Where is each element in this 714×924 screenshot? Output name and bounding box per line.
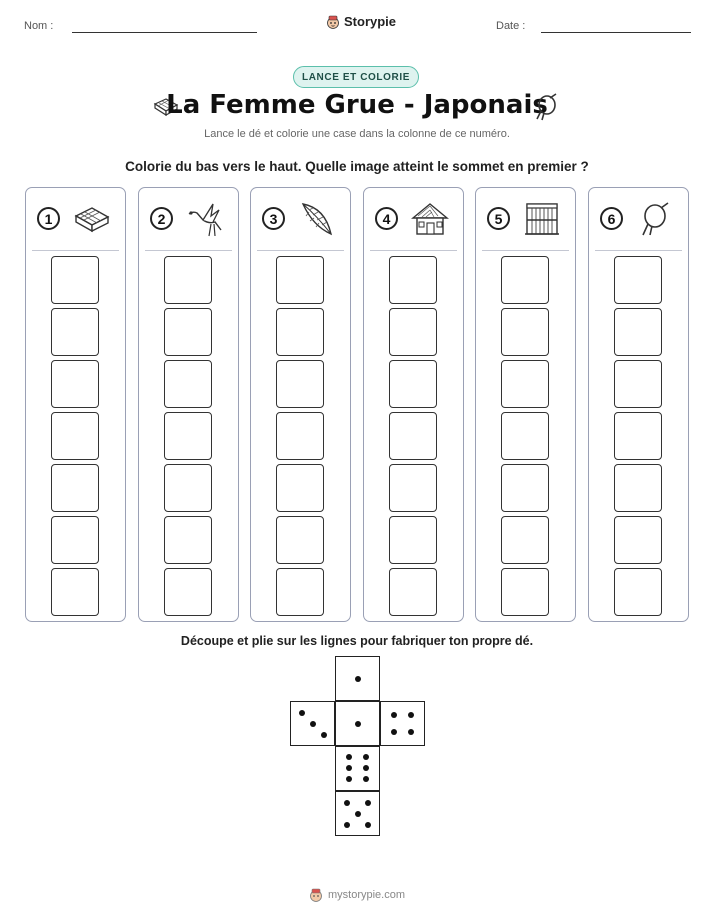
die-face-5: [335, 791, 380, 836]
cell-stack: [276, 256, 324, 620]
die-pip: [346, 754, 352, 760]
die-pip: [310, 721, 316, 727]
column-number: 3: [262, 207, 285, 230]
mascot-icon: [326, 15, 340, 29]
cut-instruction: Découpe et plie sur les lignes pour fabriquer ton propre dé.: [180, 634, 534, 648]
die-pip: [344, 822, 350, 828]
color-cell[interactable]: [276, 516, 324, 564]
color-cell[interactable]: [389, 568, 437, 616]
name-line: [72, 32, 257, 33]
thread-skein-icon: [534, 92, 560, 122]
color-cell[interactable]: [501, 360, 549, 408]
footer: [0, 888, 714, 902]
column-3: [250, 187, 351, 622]
die-face-3: [290, 701, 335, 746]
date-line: [541, 32, 691, 33]
column-number: 1: [37, 207, 60, 230]
color-cell[interactable]: [164, 360, 212, 408]
color-cell[interactable]: [51, 256, 99, 304]
subtitle: Lance le dé et colorie une case dans la colonne de ce numéro.: [204, 128, 510, 140]
column-divider: [32, 250, 119, 251]
feather-icon: [297, 200, 337, 238]
color-cell[interactable]: [389, 256, 437, 304]
column-5: [475, 187, 576, 622]
color-cell[interactable]: [164, 516, 212, 564]
die-pip: [355, 811, 361, 817]
die-pip: [365, 800, 371, 806]
color-cell[interactable]: [51, 360, 99, 408]
color-cell[interactable]: [276, 360, 324, 408]
color-cell[interactable]: [276, 412, 324, 460]
die-pip: [363, 765, 369, 771]
die-net: [290, 656, 425, 836]
cell-stack: [51, 256, 99, 620]
column-1: [25, 187, 126, 622]
color-cell[interactable]: [614, 464, 662, 512]
column-number: 5: [487, 207, 510, 230]
column-number: 2: [150, 207, 173, 230]
cell-stack: [501, 256, 549, 620]
color-cell[interactable]: [614, 516, 662, 564]
die-pip: [346, 776, 352, 782]
die-pip: [355, 721, 361, 727]
column-divider: [145, 250, 232, 251]
thread-skein-icon: [635, 200, 675, 238]
color-cell[interactable]: [389, 360, 437, 408]
mascot-icon: [309, 888, 323, 902]
date-label: Date :: [496, 20, 526, 32]
column-divider: [482, 250, 569, 251]
color-cell[interactable]: [614, 360, 662, 408]
color-cell[interactable]: [51, 308, 99, 356]
color-cell[interactable]: [389, 464, 437, 512]
footer-url[interactable]: mystorypie.com: [327, 889, 406, 901]
cell-stack: [164, 256, 212, 620]
thatched-house-icon: [410, 200, 450, 238]
column-divider: [257, 250, 344, 251]
die-face-1: [335, 656, 380, 701]
die-face-6: [335, 746, 380, 791]
die-pip: [365, 822, 371, 828]
cell-stack: [614, 256, 662, 620]
brand-logo: [326, 14, 396, 29]
brand-name: Storypie: [344, 14, 397, 29]
color-cell[interactable]: [164, 412, 212, 460]
color-cell[interactable]: [51, 464, 99, 512]
color-cell[interactable]: [51, 516, 99, 564]
instruction-text: Colorie du bas vers le haut. Quelle image atteint le sommet en premier ?: [125, 159, 589, 174]
color-cell[interactable]: [276, 256, 324, 304]
column-divider: [370, 250, 457, 251]
color-cell[interactable]: [614, 308, 662, 356]
die-pip: [363, 776, 369, 782]
die-pip: [391, 712, 397, 718]
color-cell[interactable]: [51, 568, 99, 616]
loom-icon: [522, 200, 562, 238]
page-title: La Femme Grue - Japonais: [166, 90, 548, 120]
color-cell[interactable]: [501, 412, 549, 460]
color-cell[interactable]: [164, 308, 212, 356]
column-divider: [595, 250, 682, 251]
die-pip: [391, 729, 397, 735]
column-4: [363, 187, 464, 622]
color-cell[interactable]: [164, 568, 212, 616]
crane-bird-icon: [185, 200, 225, 238]
die-pip: [299, 710, 305, 716]
column-6: [588, 187, 689, 622]
die-pip: [321, 732, 327, 738]
color-cell[interactable]: [501, 568, 549, 616]
color-cell[interactable]: [614, 256, 662, 304]
die-face-1: [335, 701, 380, 746]
die-pip: [363, 754, 369, 760]
color-cell[interactable]: [276, 464, 324, 512]
die-pip: [355, 676, 361, 682]
color-cell[interactable]: [501, 464, 549, 512]
die-pip: [346, 765, 352, 771]
color-cell[interactable]: [389, 516, 437, 564]
color-cell[interactable]: [389, 308, 437, 356]
cell-stack: [389, 256, 437, 620]
column-2: [138, 187, 239, 622]
die-pip: [408, 729, 414, 735]
color-cell[interactable]: [389, 412, 437, 460]
die-pip: [344, 800, 350, 806]
color-cell[interactable]: [164, 464, 212, 512]
folded-cloth-icon: [72, 200, 112, 238]
die-pip: [408, 712, 414, 718]
name-label: Nom :: [24, 20, 54, 32]
color-cell[interactable]: [501, 516, 549, 564]
color-cell[interactable]: [614, 568, 662, 616]
activity-badge: LANCE ET COLORIE: [293, 66, 419, 88]
column-number: 6: [600, 207, 623, 230]
color-cell[interactable]: [501, 256, 549, 304]
color-cell[interactable]: [51, 412, 99, 460]
color-cell[interactable]: [164, 256, 212, 304]
color-cell[interactable]: [276, 568, 324, 616]
color-cell[interactable]: [276, 308, 324, 356]
color-cell[interactable]: [614, 412, 662, 460]
column-number: 4: [375, 207, 398, 230]
die-face-4: [380, 701, 425, 746]
color-cell[interactable]: [501, 308, 549, 356]
